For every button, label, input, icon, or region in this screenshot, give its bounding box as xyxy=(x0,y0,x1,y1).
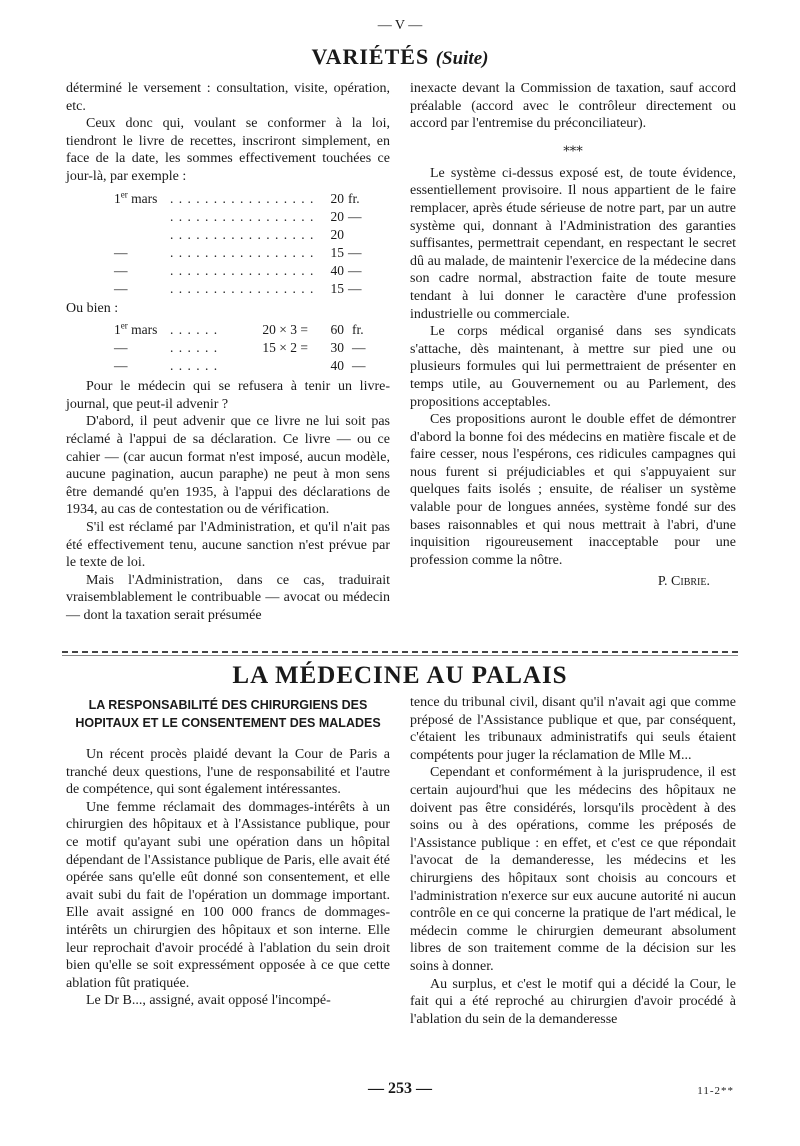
varietes-title: VARIÉTÉS xyxy=(311,44,430,69)
paragraph: Au surplus, et c'est le motif qui a décidé la Cour, le fait qui a été reproché au chirurgien d'avoir procédé à l'ablation du sein de la demanderesse xyxy=(410,976,736,1027)
paragraph: Une femme réclamait des dommages-intérêts à un chirurgien des hôpitaux et à l'Assistance publique, pour ce motif qu'ayant subi une opération dans un hôpital dépendant de l'Assistance publique de Paris, elle avait été opérée sans qu'elle eût donné son consentement, et elle avait subi du fait de l'opération un dommage important. Elle avait assigné en 100 000 francs de dommages-intérêts un chirurgien des hôpitaux et son interne. Elle leur reprochait d'avoir procédé à l'ablation du sein droit bien qu'elle se soit expressément opposée à ce que cette ablation fût pratiquée. xyxy=(66,799,390,991)
paragraph: déterminé le versement : consultation, visite, opération, etc. xyxy=(66,81,390,114)
section-title-varietes xyxy=(0,44,800,70)
ledger-row: — . . . . . . . . . . . . . . . . . 15 — xyxy=(114,280,362,296)
ledger-row: — . . . . . . 40 — xyxy=(114,358,366,374)
ledger-row: — . . . . . . . . . . . . . . . . . 15 — xyxy=(114,244,362,260)
ledger-row: — . . . . . . . . . . . . . . . . . 40 — xyxy=(114,262,362,278)
page-number: — 253 — xyxy=(368,1080,432,1097)
varietes-column-right xyxy=(410,80,736,591)
paragraph: S'il est réclamé par l'Administration, et qu'il n'ait pas été effectivement tenu, aucune sanction n'est prévue par le texte de loi. xyxy=(66,519,390,571)
paragraph: Cependant et conformément à la jurisprudence, il est certain aujourd'hui que les médecins des hôpitaux ne doivent pas être considérés, lorsqu'ils procèdent à des soins ou à des opérations, comme les préposés de l'Assistance publique : en effet, et c'est ce que répondait l'avocat de la demanderesse, les médecins et les chirurgiens des hôpitaux sont choisis au concours et l'administration n'exerce sur eux aucune autorité ni aucun contrôle en ce qui concerne la pratique de l'art médical, le médecin comme le chirurgien demeurant absolument libres de son traitement comme de la décision sur les soins à donner. xyxy=(410,765,736,974)
paragraph: inexacte devant la Commission de taxation, sauf accord préalable (accord avec le contrôleur directement ou accord par l'entremise du préconciliateur). xyxy=(410,81,736,132)
roman-page-marker: — V — xyxy=(377,18,423,33)
paragraph: Le corps médical organisé dans ses syndicats s'attache, dès maintenant, à mettre sur pied une ou plusieurs formules qui lui permettraient de présenter en temps utile, au Gouvernement ou au Parlement, des propositions acceptables. xyxy=(410,324,736,410)
section-divider-thin xyxy=(62,655,738,656)
section-divider xyxy=(62,651,738,653)
ledger-row: — . . . . . . 15 × 2 = 30 — xyxy=(114,340,366,356)
paragraph: Le Dr B..., assigné, avait opposé l'incompé- xyxy=(86,993,331,1009)
ledger-row: . . . . . . . . . . . . . . . . . 20 — xyxy=(170,208,362,224)
palais-column-right xyxy=(410,694,736,1028)
varietes-column-left xyxy=(66,80,390,624)
section-separator-asterism: ⁎⁎⁎ xyxy=(563,138,583,154)
varietes-suite: (Suite) xyxy=(435,48,489,69)
paragraph: Mais l'Administration, dans ce cas, traduirait vraisemblablement le contribuable — avocat ou médecin — dont la taxation serait présumée xyxy=(66,572,390,623)
ledger-row: 1er mars . . . . . . 20 × 3 = 60 fr. xyxy=(114,320,364,338)
paragraph-ou-bien: Ou bien : xyxy=(66,300,119,316)
author-signature: P. Cibrie. xyxy=(657,574,710,590)
ledger-row: . . . . . . . . . . . . . . . . . 20 xyxy=(170,226,344,242)
section-title-palais: LA MÉDECINE AU PALAIS xyxy=(232,662,568,689)
paragraph: Le système ci-dessus exposé est, de toute évidence, essentiellement provisoire. Il nous appartient de le faire remplacer, après étude sérieuse de notre part, par un autre système qui, donnant à l'Administration des garanties suffisantes, permettrait cependant, en respectant le secret dû au malade, de maintenir l'exercice de la médecine dans son cadre normal, abstraction faite de toute mesure tendant à lui donner le caractère d'une profession industrielle ou commerciale. xyxy=(410,165,736,322)
paragraph: tence du tribunal civil, disant qu'il n'avait agi que comme préposé de l'Assistance publique et que, par conséquent, c'étaient les tribunaux administratifs qui seuls étaient compétents pour juger la réclamation de Mlle M... xyxy=(410,695,736,763)
paragraph: Ces propositions auront le double effet de démontrer d'abord la bonne foi des médecins en matière fiscale et de faire cesser, nous l'espérons, ces ridicules campagnes qui nous furent si préjudiciables et qui s'appuyaient sur quelques faits isolés ; ensuite, de réaliser un système valable pour de longues années, système fondé sur des bases raisonnables et qui nous mettrait à l'abri, d'une inquisition rigoureusement inacceptable pour une profession comme la nôtre. xyxy=(410,412,736,568)
article-subheading: LA RESPONSABILITÉ DES CHIRURGIENS DES HOPITAUX ET LE CONSENTEMENT DES MALADES xyxy=(75,698,381,730)
paragraph: D'abord, il peut advenir que ce livre ne lui soit pas réclamé à l'appui de sa déclaration. Ce livre — ou ce cahier — (car aucun format n'est imposé, aucun modèle, aucune pagination, aucun paraphe) ne peut à mon sens être demandé qu'en 1935, à l'appui des déclarations de 1934, au cas de contestation ou de vérification. xyxy=(66,414,390,518)
paragraph: Ceux donc qui, voulant se conformer à la loi, tiendront le livre de recettes, inscriront simplement, en face de la date, les sommes effectivement touchées ce jour-là, par exemple : xyxy=(66,116,390,184)
paragraph: Pour le médecin qui se refusera à tenir un livre-journal, que peut-il advenir ? xyxy=(66,379,390,412)
paragraph: Un récent procès plaidé devant la Cour de Paris a tranché deux questions, l'une de responsabilité et l'autre de compétence, qui sont également intéressantes. xyxy=(66,747,390,798)
signature-code: 11-2** xyxy=(697,1085,734,1097)
ledger-example-1 xyxy=(66,190,390,298)
ledger-example-2 xyxy=(66,321,390,375)
ledger-row: 1er mars . . . . . . . . . . . . . . . . . 20 fr. xyxy=(114,189,360,206)
palais-column-left xyxy=(66,694,390,1010)
